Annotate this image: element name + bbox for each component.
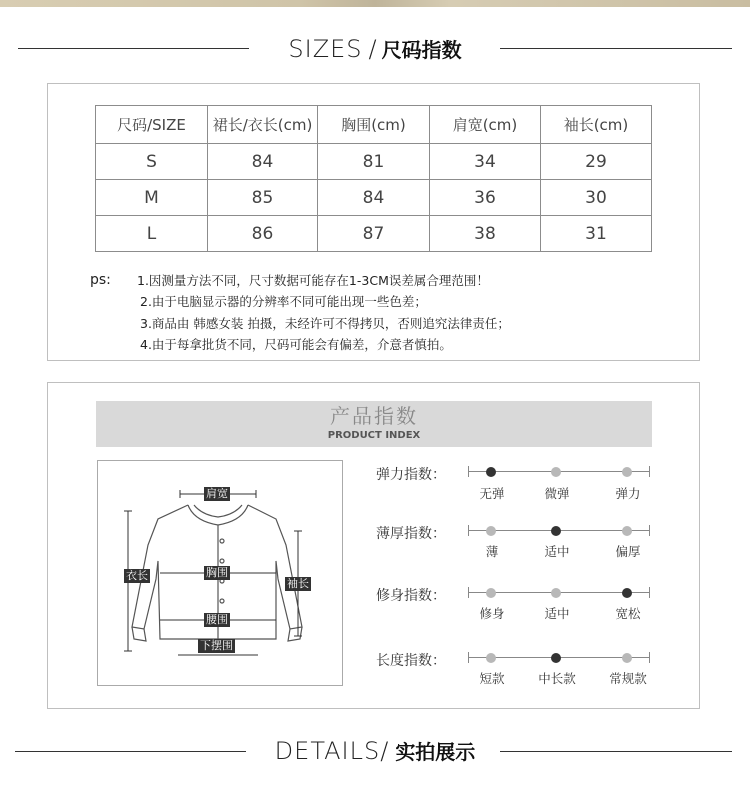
cell-chest: 84 bbox=[318, 180, 430, 216]
sizes-title-cn: 尺码指数 bbox=[381, 38, 462, 62]
index-dot bbox=[486, 467, 496, 477]
header-sleeve: 袖长(cm) bbox=[541, 106, 652, 144]
cell-sleeve: 31 bbox=[541, 216, 652, 252]
product-index-title-en: PRODUCT INDEX bbox=[327, 430, 421, 441]
cell-chest: 81 bbox=[318, 144, 430, 180]
index-dot bbox=[551, 588, 561, 598]
index-dot bbox=[622, 467, 632, 477]
label-hem: 下摆围 bbox=[200, 639, 233, 652]
index-option: 适中 bbox=[544, 606, 570, 621]
index-option: 薄 bbox=[485, 544, 499, 559]
details-title-en: DETAILS bbox=[274, 737, 381, 765]
index-dot bbox=[486, 526, 496, 536]
garment-measure-diagram bbox=[97, 460, 343, 686]
label-chest: 胸围 bbox=[206, 566, 228, 579]
label-sleeve: 袖长 bbox=[287, 577, 309, 590]
cell-size: L bbox=[96, 216, 208, 252]
cell-sleeve: 29 bbox=[541, 144, 652, 180]
cell-chest: 87 bbox=[318, 216, 430, 252]
label-length: 衣长 bbox=[126, 569, 148, 582]
index-dot bbox=[622, 588, 632, 598]
index-scale bbox=[468, 524, 650, 538]
index-dot bbox=[486, 653, 496, 663]
index-row-label: 长度指数： bbox=[376, 653, 446, 669]
index-dot bbox=[551, 467, 561, 477]
index-option: 常规款 bbox=[609, 671, 647, 686]
size-table bbox=[95, 105, 652, 252]
index-row-label: 修身指数： bbox=[376, 588, 446, 604]
index-option: 中长款 bbox=[538, 671, 576, 686]
cell-length: 84 bbox=[208, 144, 318, 180]
label-waist: 腰围 bbox=[206, 613, 228, 626]
index-option: 无弹 bbox=[479, 486, 505, 501]
product-index-panel bbox=[47, 382, 700, 709]
note-item: 1.因测量方法不同，尺寸数据可能存在1-3CM误差属合理范围！ bbox=[137, 273, 489, 288]
index-option: 弹力 bbox=[615, 486, 641, 501]
size-chart-panel bbox=[47, 83, 700, 361]
header-chest: 胸围(cm) bbox=[318, 106, 430, 144]
index-scale bbox=[468, 465, 650, 479]
index-option: 短款 bbox=[479, 671, 505, 686]
cell-shoulder: 36 bbox=[430, 180, 541, 216]
notes-prefix: ps: bbox=[90, 272, 111, 288]
index-scale bbox=[468, 651, 650, 665]
sizes-section-title bbox=[0, 29, 750, 69]
top-photo-strip bbox=[0, 0, 750, 7]
table-row bbox=[96, 180, 652, 216]
product-index-title-cn: 产品指数 bbox=[330, 404, 418, 428]
index-option: 适中 bbox=[544, 544, 570, 559]
note-item: 2.由于电脑显示器的分辨率不同可能出现一些色差； bbox=[140, 294, 427, 309]
product-index-header bbox=[96, 401, 652, 447]
note-item: 4.由于每拿批货不同，尺码可能会有偏差，介意者慎拍。 bbox=[140, 337, 452, 352]
index-dot bbox=[622, 653, 632, 663]
cell-length: 86 bbox=[208, 216, 318, 252]
cell-shoulder: 34 bbox=[430, 144, 541, 180]
sizes-title-en: SIZES bbox=[288, 35, 363, 63]
header-size: 尺码/SIZE bbox=[96, 106, 208, 144]
note-item: 3.商品由 韩感女装 拍摄，未经许可不得拷贝，否则追究法律责任； bbox=[140, 316, 510, 331]
cell-length: 85 bbox=[208, 180, 318, 216]
header-length: 裙长/衣长(cm) bbox=[208, 106, 318, 144]
cell-shoulder: 38 bbox=[430, 216, 541, 252]
index-option: 微弹 bbox=[544, 486, 570, 501]
index-option: 偏厚 bbox=[615, 544, 641, 559]
details-section-title bbox=[0, 731, 750, 771]
index-scale bbox=[468, 586, 650, 600]
index-option: 宽松 bbox=[615, 606, 641, 621]
cell-size: M bbox=[96, 180, 208, 216]
cell-size: S bbox=[96, 144, 208, 180]
cell-sleeve: 30 bbox=[541, 180, 652, 216]
sizes-title-sep: / bbox=[368, 35, 378, 63]
table-row bbox=[96, 216, 652, 252]
index-row-label: 薄厚指数： bbox=[376, 526, 446, 542]
table-header-row bbox=[96, 106, 652, 144]
index-row-label: 弹力指数： bbox=[376, 467, 446, 483]
index-dot bbox=[486, 588, 496, 598]
index-dot bbox=[622, 526, 632, 536]
header-shoulder: 肩宽(cm) bbox=[430, 106, 541, 144]
index-option: 修身 bbox=[479, 606, 505, 621]
table-row bbox=[96, 144, 652, 180]
index-dot bbox=[551, 653, 561, 663]
details-title-cn: 实拍展示 bbox=[395, 740, 476, 764]
details-title-sep: / bbox=[380, 737, 390, 765]
index-dot bbox=[551, 526, 561, 536]
label-shoulder: 肩宽 bbox=[206, 487, 228, 500]
